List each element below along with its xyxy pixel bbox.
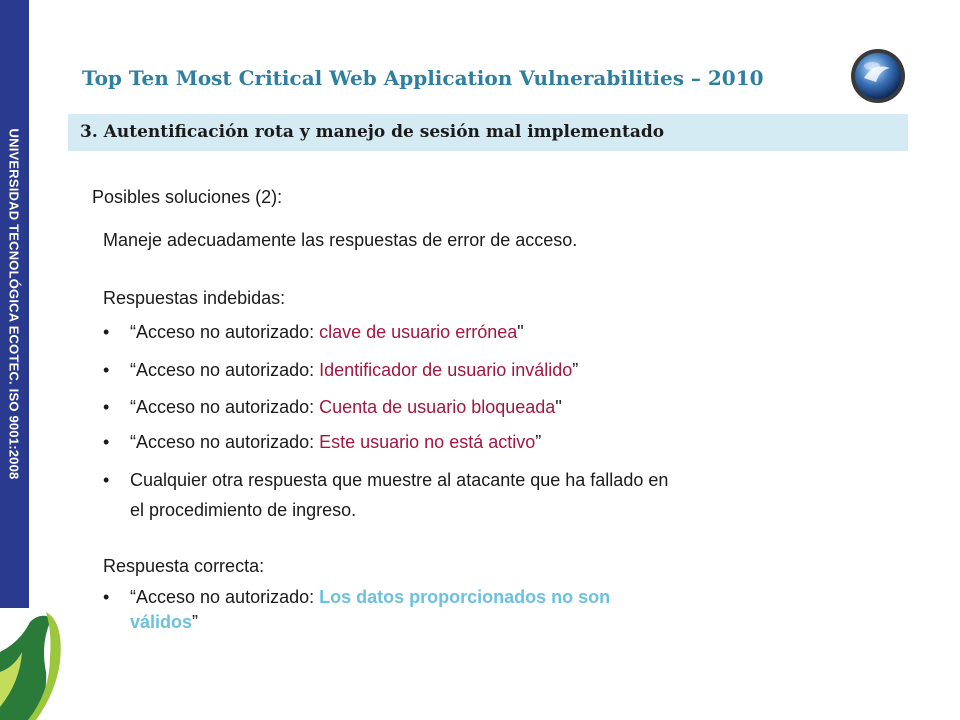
item-prefix: “Acceso no autorizado: — [130, 322, 320, 342]
globe-logo-icon — [850, 48, 906, 104]
correct-prefix: “Acceso no autorizado: — [130, 587, 320, 607]
correct-suffix: ” — [192, 612, 199, 632]
solutions-subtitle: Posibles soluciones (2): — [92, 187, 283, 207]
section-header-bar — [68, 114, 908, 151]
correct-response-line1 — [130, 587, 610, 608]
list-item — [130, 397, 562, 418]
correct-response-line2 — [130, 612, 198, 633]
item-prefix: “Acceso no autorizado: — [130, 432, 320, 452]
bullet-marker: • — [103, 322, 110, 342]
item-suffix: ” — [535, 432, 542, 452]
item-prefix: “Acceso no autorizado: — [130, 360, 320, 380]
correct-highlight-part1: Los datos proporcionados no son — [319, 587, 611, 607]
item-error-highlight: Identificador de usuario inválido — [319, 360, 573, 380]
item-suffix: " — [555, 397, 562, 417]
bullet-marker: • — [103, 360, 110, 380]
item-prefix: “Acceso no autorizado: — [130, 397, 320, 417]
item-error-highlight: clave de usuario errónea — [319, 322, 518, 342]
section-heading: 3. Autentificación rota y manejo de sesión mal implementado — [80, 122, 665, 142]
list-item — [130, 322, 524, 343]
bullet-marker: • — [103, 587, 110, 607]
correct-response-label: Respuesta correcta: — [103, 556, 265, 576]
item-suffix: " — [517, 322, 524, 342]
sidebar-strip — [0, 0, 29, 608]
bullet-marker: • — [103, 397, 110, 417]
leaf-logo-icon — [0, 612, 70, 720]
bullet-marker: • — [103, 432, 110, 452]
item-error-highlight: Este usuario no está activo — [319, 432, 536, 452]
other-responses-line2: el procedimiento de ingreso. — [130, 500, 357, 520]
bad-responses-label: Respuestas indebidas: — [103, 288, 286, 308]
other-responses-line1: Cualquier otra respuesta que muestre al atacante que ha fallado en — [130, 470, 669, 490]
list-item — [130, 432, 541, 453]
intro-text: Maneje adecuadamente las respuestas de error de acceso. — [103, 230, 578, 250]
item-suffix: ” — [572, 360, 579, 380]
list-item — [130, 360, 578, 381]
item-error-highlight: Cuenta de usuario bloqueada — [319, 397, 556, 417]
correct-highlight-part2: válidos — [130, 612, 193, 632]
sidebar-institution-text: UNIVERSIDAD TECNOLÓGICA ECOTEC. ISO 9001:2008 — [6, 128, 22, 480]
bullet-marker: • — [103, 470, 110, 490]
slide-title: Top Ten Most Critical Web Application Vulnerabilities – 2010 — [82, 66, 764, 90]
